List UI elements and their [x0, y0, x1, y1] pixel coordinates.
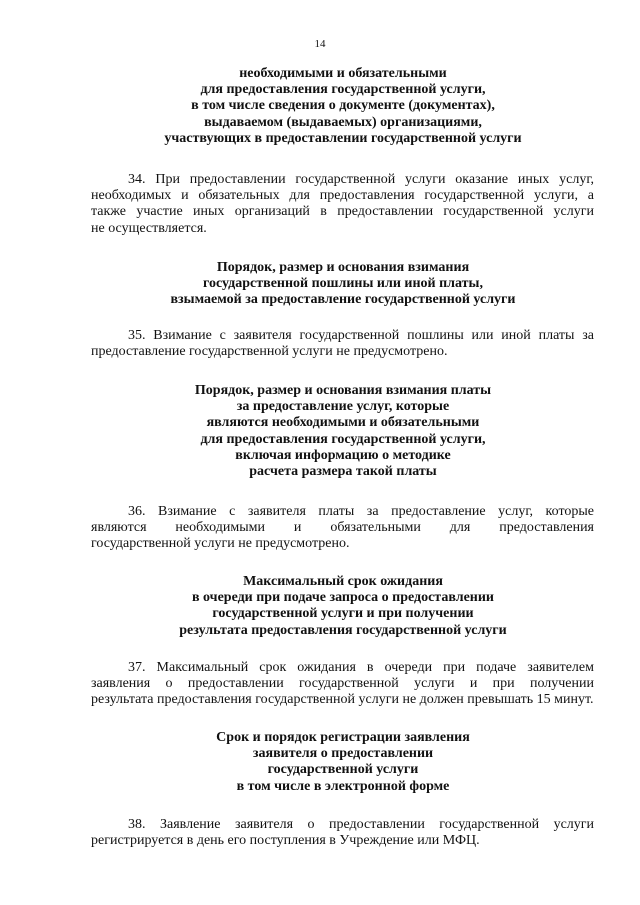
heading-line: расчета размера такой платы — [249, 464, 437, 480]
paragraph-line: 38. Заявление заявителя о предоставлении государственной услуги — [128, 817, 594, 832]
paragraph-34 — [91, 172, 594, 237]
heading-line: необходимыми и обязательными — [239, 66, 447, 81]
paragraph-line: заявления о предоставлении государственной услуги и при получении — [91, 676, 594, 692]
section-heading-waiting-time — [60, 574, 626, 639]
heading-line: для предоставления государственной услуги, — [200, 82, 486, 98]
paragraph-line: 36. Взимание с заявителя платы за предоставление услуг, которые — [128, 504, 594, 519]
heading-line: включая информацию о методике — [235, 447, 451, 463]
paragraph-36 — [91, 504, 594, 553]
heading-line: выдаваемом (выдаваемых) организациями, — [204, 114, 482, 130]
section-heading-state-duty — [60, 260, 626, 309]
section-heading-registration — [60, 730, 626, 795]
heading-line: заявителя о предоставлении — [252, 746, 434, 762]
paragraph-line: не осуществляется. — [91, 220, 207, 236]
heading-line: государственной пошлины или иной платы, — [203, 276, 483, 292]
heading-line: Порядок, размер и основания взимания — [216, 260, 470, 275]
paragraph-37 — [91, 660, 594, 709]
paragraph-line: результата предоставления государственной услуги не должен превышать 15 минут. — [91, 692, 594, 708]
section-heading-fee-procedure — [60, 383, 626, 480]
heading-line: результата предоставления государственной услуги — [179, 622, 507, 638]
heading-line: Максимальный срок ожидания — [243, 574, 443, 589]
paragraph-line: также участие иных организаций в предоставлении государственной услуги — [91, 204, 594, 220]
paragraph-line: государственной услуги не предусмотрено. — [91, 536, 350, 552]
heading-line: в том числе сведения о документе (документах), — [191, 98, 495, 114]
heading-line: взымаемой за предоставление государственной услуги — [170, 292, 516, 308]
paragraph-line: предоставление государственной услуги не предусмотрено. — [91, 344, 448, 360]
paragraph-line: являются необходимыми и обязательными для предоставления — [91, 520, 594, 536]
paragraph-line: необходимых и обязательных для предоставления государственной услуги, а — [91, 188, 594, 204]
heading-line: в том числе в электронной форме — [236, 778, 450, 794]
heading-line: Срок и порядок регистрации заявления — [216, 730, 470, 745]
heading-line: за предоставление услуг, которые — [236, 399, 450, 415]
heading-line: Порядок, размер и основания взимания платы — [194, 383, 492, 398]
heading-line: для предоставления государственной услуги, — [200, 431, 486, 447]
paragraph-35 — [91, 328, 594, 360]
heading-line: в очереди при подаче запроса о предоставлении — [191, 590, 495, 606]
section-heading-required-services — [60, 66, 626, 147]
heading-line: государственной услуги — [267, 762, 419, 778]
page-number: 14 — [314, 38, 326, 50]
heading-line: государственной услуги и при получении — [212, 606, 474, 622]
paragraph-line: 37. Максимальный срок ожидания в очереди при подаче заявителем — [128, 660, 594, 675]
paragraph-line: регистрируется в день его поступления в Учреждение или МФЦ. — [91, 833, 480, 849]
heading-line: участвующих в предоставлении государственной услуги — [164, 130, 522, 146]
paragraph-38 — [91, 817, 594, 849]
heading-line: являются необходимыми и обязательными — [206, 415, 480, 431]
paragraph-line: 35. Взимание с заявителя государственной пошлины или иной платы за — [128, 328, 594, 343]
paragraph-line: 34. При предоставлении государственной услуги оказание иных услуг, — [128, 172, 594, 187]
